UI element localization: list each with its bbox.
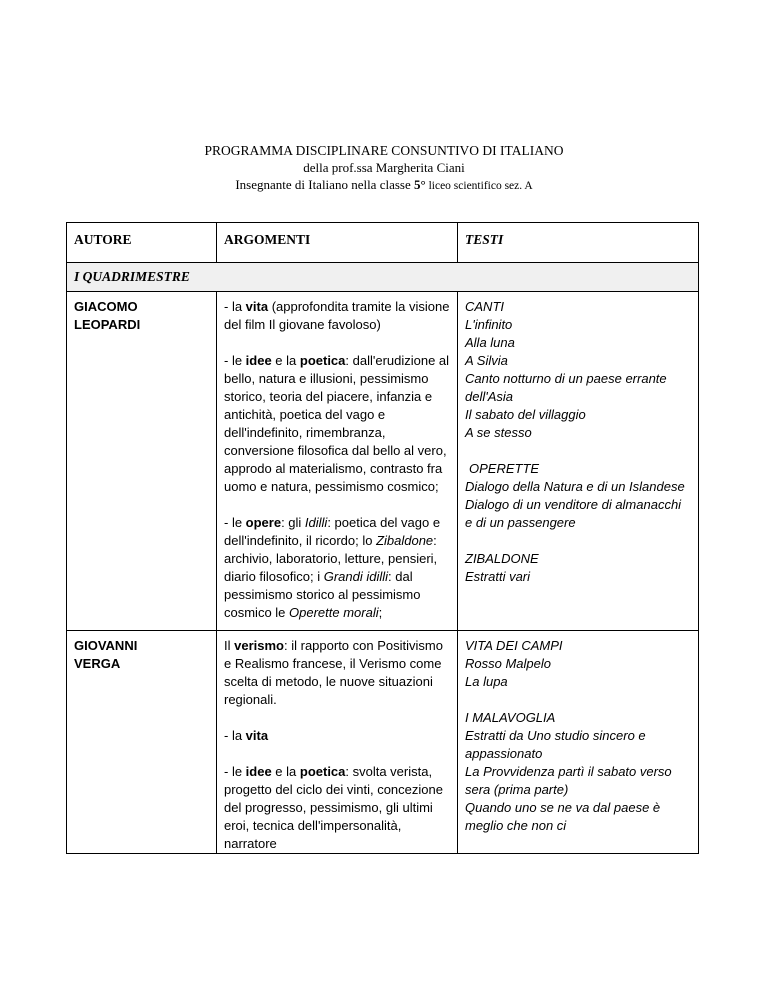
section-label: I QUADRIMESTRE: [67, 263, 699, 292]
topics-cell: [217, 292, 458, 631]
table-row: [67, 631, 699, 854]
author-cell: GIOVANNI VERGA: [67, 631, 217, 854]
topics-cell: [217, 631, 458, 854]
table-row: [67, 292, 699, 631]
topic-paragraph: - le idee e la poetica: dall'erudizione al bello, natura e illusioni, pessimismo storico, teoria del piacere, infanzia e antichità, poetica del vago e dell'indefinito, rimembranza, conversione filosofica dal bello al vero, approdo al materialismo, contrasto fra uomo e natura, pessimismo cosmico;: [224, 353, 450, 494]
teacher-line: della prof.ssa Margherita Ciani: [303, 160, 465, 175]
text-group: ZIBALDONE Estratti vari: [465, 551, 539, 584]
texts-cell: [458, 631, 699, 854]
header-topics: ARGOMENTI: [217, 223, 458, 263]
text-group: OPERETTE Dialogo della Natura e di un Islandese Dialogo di un venditore di almanacchi e di un passengere: [465, 461, 685, 530]
class-number: 5°: [414, 177, 426, 192]
header-author: AUTORE: [67, 223, 217, 263]
document-title: PROGRAMMA DISCIPLINARE CONSUNTIVO DI ITALIANO: [204, 143, 564, 158]
topic-paragraph: - le idee e la poetica: svolta verista, progetto del ciclo dei vinti, concezione del progresso, pessimismo, gli ultimi eroi, tecnica dell'impersonalità, narratore: [224, 764, 443, 851]
class-line: Insegnante di Italiano nella classe 5° liceo scientifico sez. A: [235, 177, 533, 192]
topic-paragraph: - le opere: gli Idilli: poetica del vago e dell'indefinito, il ricordo; lo Zibaldone: archivio, laboratorio, letture, pensieri, diario filosofico; i Grandi idilli: dal pessimismo storico al pessimismo cosmico le Operette morali;: [224, 515, 441, 620]
texts-cell: [458, 292, 699, 631]
header-texts: TESTI: [458, 223, 699, 263]
text-group: VITA DEI CAMPI Rosso Malpelo La lupa: [465, 638, 563, 689]
program-table: [66, 222, 699, 854]
text-group: I MALAVOGLIA Estratti da Uno studio sincero e appassionato La Provvidenza partì il sabato verso sera (prima parte) Quando uno se ne va dal paese è meglio che non ci: [465, 710, 672, 833]
topic-paragraph: - la vita (approfondita tramite la visione del film Il giovane favoloso): [224, 299, 450, 332]
document-header: [0, 142, 768, 195]
section-row: [67, 263, 699, 292]
author-cell: GIACOMO LEOPARDI: [67, 292, 217, 631]
topic-paragraph: Il verismo: il rapporto con Positivismo e Realismo francese, il Verismo come scelta di metodo, le nuove situazioni regionali.: [224, 638, 443, 707]
table-header-row: [67, 223, 699, 263]
text-group: CANTI L'infinito Alla luna A Silvia Canto notturno di un paese errante dell'Asia Il sabato del villaggio A se stesso: [465, 299, 667, 440]
topic-paragraph: - la vita: [224, 728, 269, 743]
